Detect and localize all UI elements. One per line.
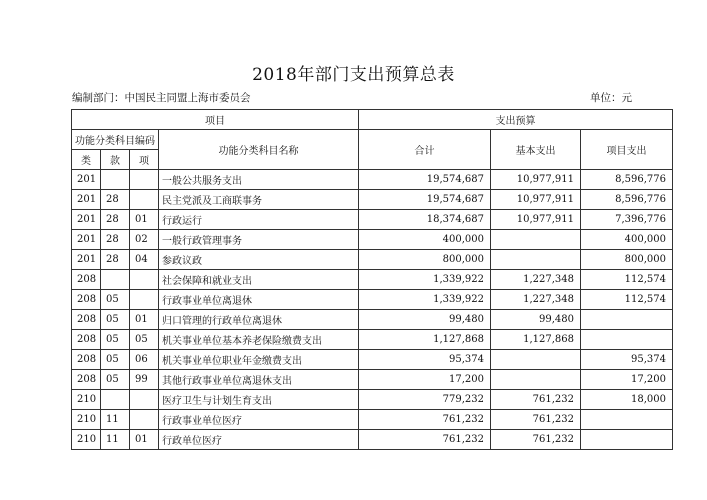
table-row (72, 250, 673, 270)
cell-total: 400,000 (359, 230, 491, 250)
cell-xiang: 05 (130, 330, 159, 350)
cell-total: 19,574,687 (359, 190, 491, 210)
cell-kuan: 05 (101, 290, 130, 310)
cell-lei: 210 (72, 410, 101, 430)
cell-basic (491, 350, 581, 370)
cell-xiang (130, 410, 159, 430)
cell-kuan: 05 (101, 370, 130, 390)
cell-project: 400,000 (581, 230, 673, 250)
cell-name: 归口管理的行政单位离退休 (159, 310, 359, 330)
cell-xiang: 99 (130, 370, 159, 390)
cell-project (581, 310, 673, 330)
cell-kuan: 05 (101, 350, 130, 370)
cell-total: 1,127,868 (359, 330, 491, 350)
header-total: 合计 (359, 130, 491, 170)
cell-xiang (130, 170, 159, 190)
cell-basic: 761,232 (491, 430, 581, 450)
cell-name: 参政议政 (159, 250, 359, 270)
cell-kuan: 05 (101, 310, 130, 330)
cell-kuan (101, 170, 130, 190)
table-row (72, 170, 673, 190)
cell-project: 8,596,776 (581, 190, 673, 210)
cell-kuan: 11 (101, 410, 130, 430)
cell-lei: 201 (72, 250, 101, 270)
cell-project: 112,574 (581, 290, 673, 310)
cell-kuan: 11 (101, 430, 130, 450)
cell-xiang: 01 (130, 430, 159, 450)
cell-kuan (101, 390, 130, 410)
cell-xiang (130, 190, 159, 210)
table-row (72, 410, 673, 430)
cell-kuan (101, 270, 130, 290)
cell-xiang (130, 390, 159, 410)
cell-project: 17,200 (581, 370, 673, 390)
cell-basic: 10,977,911 (491, 210, 581, 230)
cell-project: 95,374 (581, 350, 673, 370)
cell-total: 761,232 (359, 430, 491, 450)
cell-basic: 1,127,868 (491, 330, 581, 350)
cell-name: 一般行政管理事务 (159, 230, 359, 250)
header-name: 功能分类科目名称 (159, 130, 359, 170)
cell-total: 17,200 (359, 370, 491, 390)
compiling-department: 编制部门：中国民主同盟上海市委员会 (72, 92, 251, 104)
table-row (72, 350, 673, 370)
table-row (72, 390, 673, 410)
cell-name: 行政事业单位医疗 (159, 410, 359, 430)
cell-total: 95,374 (359, 350, 491, 370)
header-xiang: 项 (130, 150, 159, 170)
cell-total: 99,480 (359, 310, 491, 330)
header-lei: 类 (72, 150, 101, 170)
cell-xiang (130, 290, 159, 310)
cell-basic (491, 230, 581, 250)
cell-lei: 201 (72, 210, 101, 230)
cell-project: 7,396,776 (581, 210, 673, 230)
cell-kuan: 28 (101, 190, 130, 210)
table-row (72, 370, 673, 390)
budget-table (71, 109, 673, 450)
cell-project: 800,000 (581, 250, 673, 270)
cell-basic: 1,227,348 (491, 290, 581, 310)
cell-total: 1,339,922 (359, 290, 491, 310)
cell-lei: 208 (72, 290, 101, 310)
currency-unit: 单位：元 (590, 92, 632, 104)
table-row (72, 290, 673, 310)
cell-name: 行政单位医疗 (159, 430, 359, 450)
cell-lei: 208 (72, 330, 101, 350)
cell-lei: 201 (72, 170, 101, 190)
cell-total: 761,232 (359, 410, 491, 430)
page-title: 2018年部门支出预算总表 (252, 65, 455, 85)
cell-lei: 208 (72, 270, 101, 290)
cell-xiang (130, 270, 159, 290)
cell-name: 机关事业单位职业年金缴费支出 (159, 350, 359, 370)
header-budget: 支出预算 (359, 110, 673, 130)
cell-total: 19,574,687 (359, 170, 491, 190)
cell-basic: 761,232 (491, 390, 581, 410)
header-project-exp: 项目支出 (581, 130, 673, 170)
table-row (72, 210, 673, 230)
cell-lei: 210 (72, 430, 101, 450)
cell-basic: 761,232 (491, 410, 581, 430)
cell-lei: 208 (72, 310, 101, 330)
table-row (72, 310, 673, 330)
table-row (72, 190, 673, 210)
cell-name: 机关事业单位基本养老保险缴费支出 (159, 330, 359, 350)
header-row-2 (72, 130, 673, 150)
cell-basic: 1,227,348 (491, 270, 581, 290)
cell-project (581, 410, 673, 430)
cell-xiang: 02 (130, 230, 159, 250)
table-row (72, 230, 673, 250)
cell-xiang: 06 (130, 350, 159, 370)
table-row (72, 430, 673, 450)
cell-lei: 208 (72, 370, 101, 390)
cell-lei: 201 (72, 230, 101, 250)
cell-lei: 201 (72, 190, 101, 210)
cell-total: 18,374,687 (359, 210, 491, 230)
cell-basic (491, 250, 581, 270)
cell-basic: 10,977,911 (491, 190, 581, 210)
cell-kuan: 28 (101, 230, 130, 250)
cell-lei: 208 (72, 350, 101, 370)
table-row (72, 330, 673, 350)
cell-project: 18,000 (581, 390, 673, 410)
cell-basic: 10,977,911 (491, 170, 581, 190)
header-basic: 基本支出 (491, 130, 581, 170)
cell-project (581, 430, 673, 450)
header-project: 项目 (72, 110, 359, 130)
cell-xiang: 01 (130, 210, 159, 230)
cell-kuan: 28 (101, 250, 130, 270)
cell-name: 行政事业单位离退休 (159, 290, 359, 310)
cell-kuan: 28 (101, 210, 130, 230)
cell-name: 社会保障和就业支出 (159, 270, 359, 290)
cell-kuan: 05 (101, 330, 130, 350)
cell-name: 一般公共服务支出 (159, 170, 359, 190)
header-code-group: 功能分类科目编码 (72, 130, 159, 150)
cell-name: 行政运行 (159, 210, 359, 230)
cell-total: 779,232 (359, 390, 491, 410)
cell-xiang: 04 (130, 250, 159, 270)
cell-project: 8,596,776 (581, 170, 673, 190)
cell-name: 其他行政事业单位离退休支出 (159, 370, 359, 390)
table-row (72, 270, 673, 290)
cell-lei: 210 (72, 390, 101, 410)
cell-name: 民主党派及工商联事务 (159, 190, 359, 210)
cell-name: 医疗卫生与计划生育支出 (159, 390, 359, 410)
cell-total: 1,339,922 (359, 270, 491, 290)
cell-xiang: 01 (130, 310, 159, 330)
cell-project: 112,574 (581, 270, 673, 290)
header-row-1 (72, 110, 673, 130)
header-kuan: 款 (101, 150, 130, 170)
cell-project (581, 330, 673, 350)
cell-total: 800,000 (359, 250, 491, 270)
cell-basic: 99,480 (491, 310, 581, 330)
cell-basic (491, 370, 581, 390)
